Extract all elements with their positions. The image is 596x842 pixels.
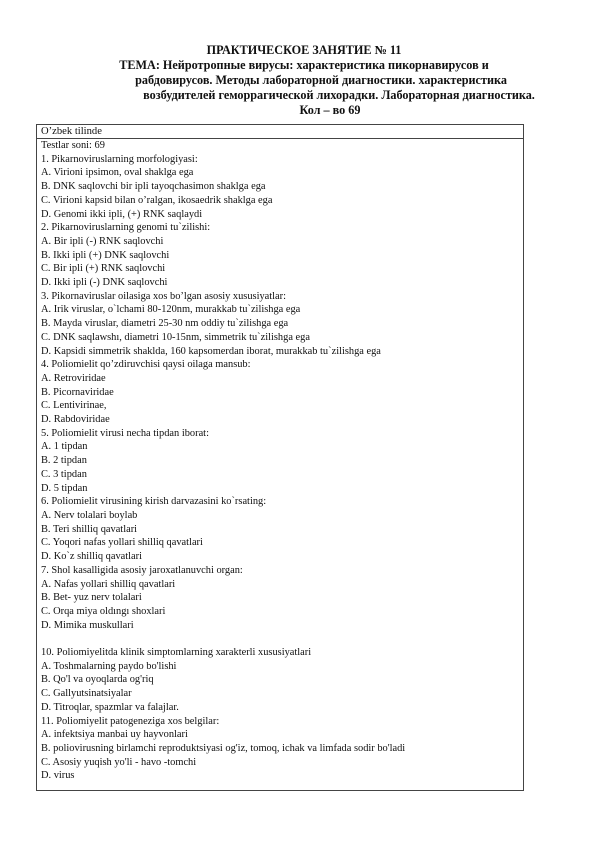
answer-option: A. 1 tipdan [41, 441, 88, 453]
answer-option: D. Titroqlar, spazmlar va falajlar. [41, 701, 179, 713]
language-label: O’zbek tilinde [37, 125, 523, 139]
answer-option: C. DNK saqlawshı, diametri 10-15nm, simmetrik tu`zilishga ega [41, 331, 310, 343]
question-text: 4. Poliomielit qo’zdiruvchisi qaysi oilaga mansub: [41, 359, 251, 371]
answer-option: D. Ikki ipli (-) DNK saqlovchi [41, 277, 168, 289]
answer-option: B. Qo'l va oyoqlarda og'riq [41, 674, 154, 686]
answer-option: A. Nafas yollari shilliq qavatlari [41, 578, 176, 590]
question-text: 10. Poliomiyelitda klinik simptomlarning xarakterli xususiyatlari [41, 647, 312, 658]
test-table [36, 124, 524, 791]
topic-line-1: ТЕМА: Нейротропные вирусы: характеристика пикорнавирусов и [119, 58, 489, 72]
answer-option: C. Lentivirinae, [41, 400, 107, 412]
question-text: 5. Poliomielit virusi necha tipdan iborat: [41, 427, 209, 439]
answer-option: A. Nerv tolalari boylab [41, 509, 138, 521]
answer-option: C. Gallyutsinatsiyalar [41, 688, 132, 700]
question-text: 3. Pikornaviruslar oilasiga xos bo’lgan asosiy xususiyatlar: [41, 290, 287, 302]
answer-option: D. Mimika muskullari [41, 619, 134, 631]
answer-option: A. Irik viruslar, o`lchami 80-120nm, murakkab tu`zilishga ega [41, 304, 301, 316]
topic-line-2: рабдовирусов. Методы лабораторной диагностики. характеристика [135, 73, 507, 87]
answer-option: A. Toshmalarning paydo bo'lishi [41, 660, 177, 672]
answer-option: C. Bir ipli (+) RNK saqlovchi [41, 263, 166, 275]
blank-line [41, 632, 523, 646]
answer-option: D. Rabdoviridae [41, 414, 110, 426]
answer-option: A. Bir ipli (-) RNK saqlovchi [41, 235, 164, 247]
answer-option: C. Asosiy yuqish yo'li - havo -tomchi [41, 756, 197, 768]
question-text: 1. Pikarnoviruslarning morfologiyasi: [41, 153, 198, 165]
question-text: 2. Pikarnoviruslarning genomi tu`zilishi: [41, 222, 211, 234]
answer-option: B. Mayda viruslar, diametri 25-30 nm oddiy tu`zilishga ega [41, 318, 289, 330]
answer-option: C. Orqa miya oldıngı shoxlari [41, 605, 166, 617]
answer-option: B. Picornaviridae [41, 386, 114, 398]
topic-line-3: возбудителей геморрагической лихорадки. Лабораторная диагностика. [143, 88, 535, 102]
question-text: 7. Shol kasalligida asosiy jaroxatlanuvchi organ: [41, 564, 243, 576]
answer-option: A. Retroviridae [41, 372, 106, 384]
answer-option: B. DNK saqlovchi bir ipli tayoqchasimon shaklga ega [41, 181, 266, 193]
tests-count: Testlar soni: 69 [41, 140, 105, 151]
question-text: 6. Poliomielit virusining kirish darvazasini ko`rsating: [41, 496, 267, 508]
answer-option: D. 5 tipdan [41, 482, 88, 494]
answer-option: C. Yoqori nafas yollari shilliq qavatlari [41, 537, 203, 549]
question-text: 11. Poliomiyelit patogeneziga xos belgilar: [41, 715, 220, 727]
answer-option: D. Kapsidi simmetrik shaklda, 160 kapsomerdan iborat, murakkab tu`zilishga ega [41, 345, 381, 357]
answer-option: B. Bet- yuz nerv tolalari [41, 592, 142, 604]
answer-option: A. Virioni ipsimon, oval shaklga ega [41, 167, 194, 179]
document-header [30, 43, 566, 118]
answer-option: D. virus [41, 770, 75, 782]
answer-option: B. Ikki ipli (+) DNK saqlovchi [41, 249, 170, 261]
answer-option: C. 3 tipdan [41, 468, 87, 480]
answer-option: B. 2 tipdan [41, 455, 87, 467]
answer-option: B. poliovirusning birlamchi reproduktsiyasi og'iz, tomoq, ichak va limfada sodir bo'ladi [41, 742, 406, 754]
answer-option: C. Virioni kapsid bilan o’ralgan, ikosaedrik shaklga ega [41, 194, 273, 206]
answer-option: A. infektsiya manbai uy hayvonlari [41, 729, 188, 741]
test-content [37, 139, 523, 783]
answer-option: B. Teri shilliq qavatlari [41, 523, 138, 535]
page-title: ПРАКТИЧЕСКОЕ ЗАНЯТИЕ № 11 [206, 43, 402, 57]
answer-option: D. Ko`z shilliq qavatlari [41, 551, 142, 563]
question-count: Кол – во 69 [299, 103, 361, 117]
answer-option: D. Genomi ikki ipli, (+) RNK saqlaydi [41, 208, 203, 220]
